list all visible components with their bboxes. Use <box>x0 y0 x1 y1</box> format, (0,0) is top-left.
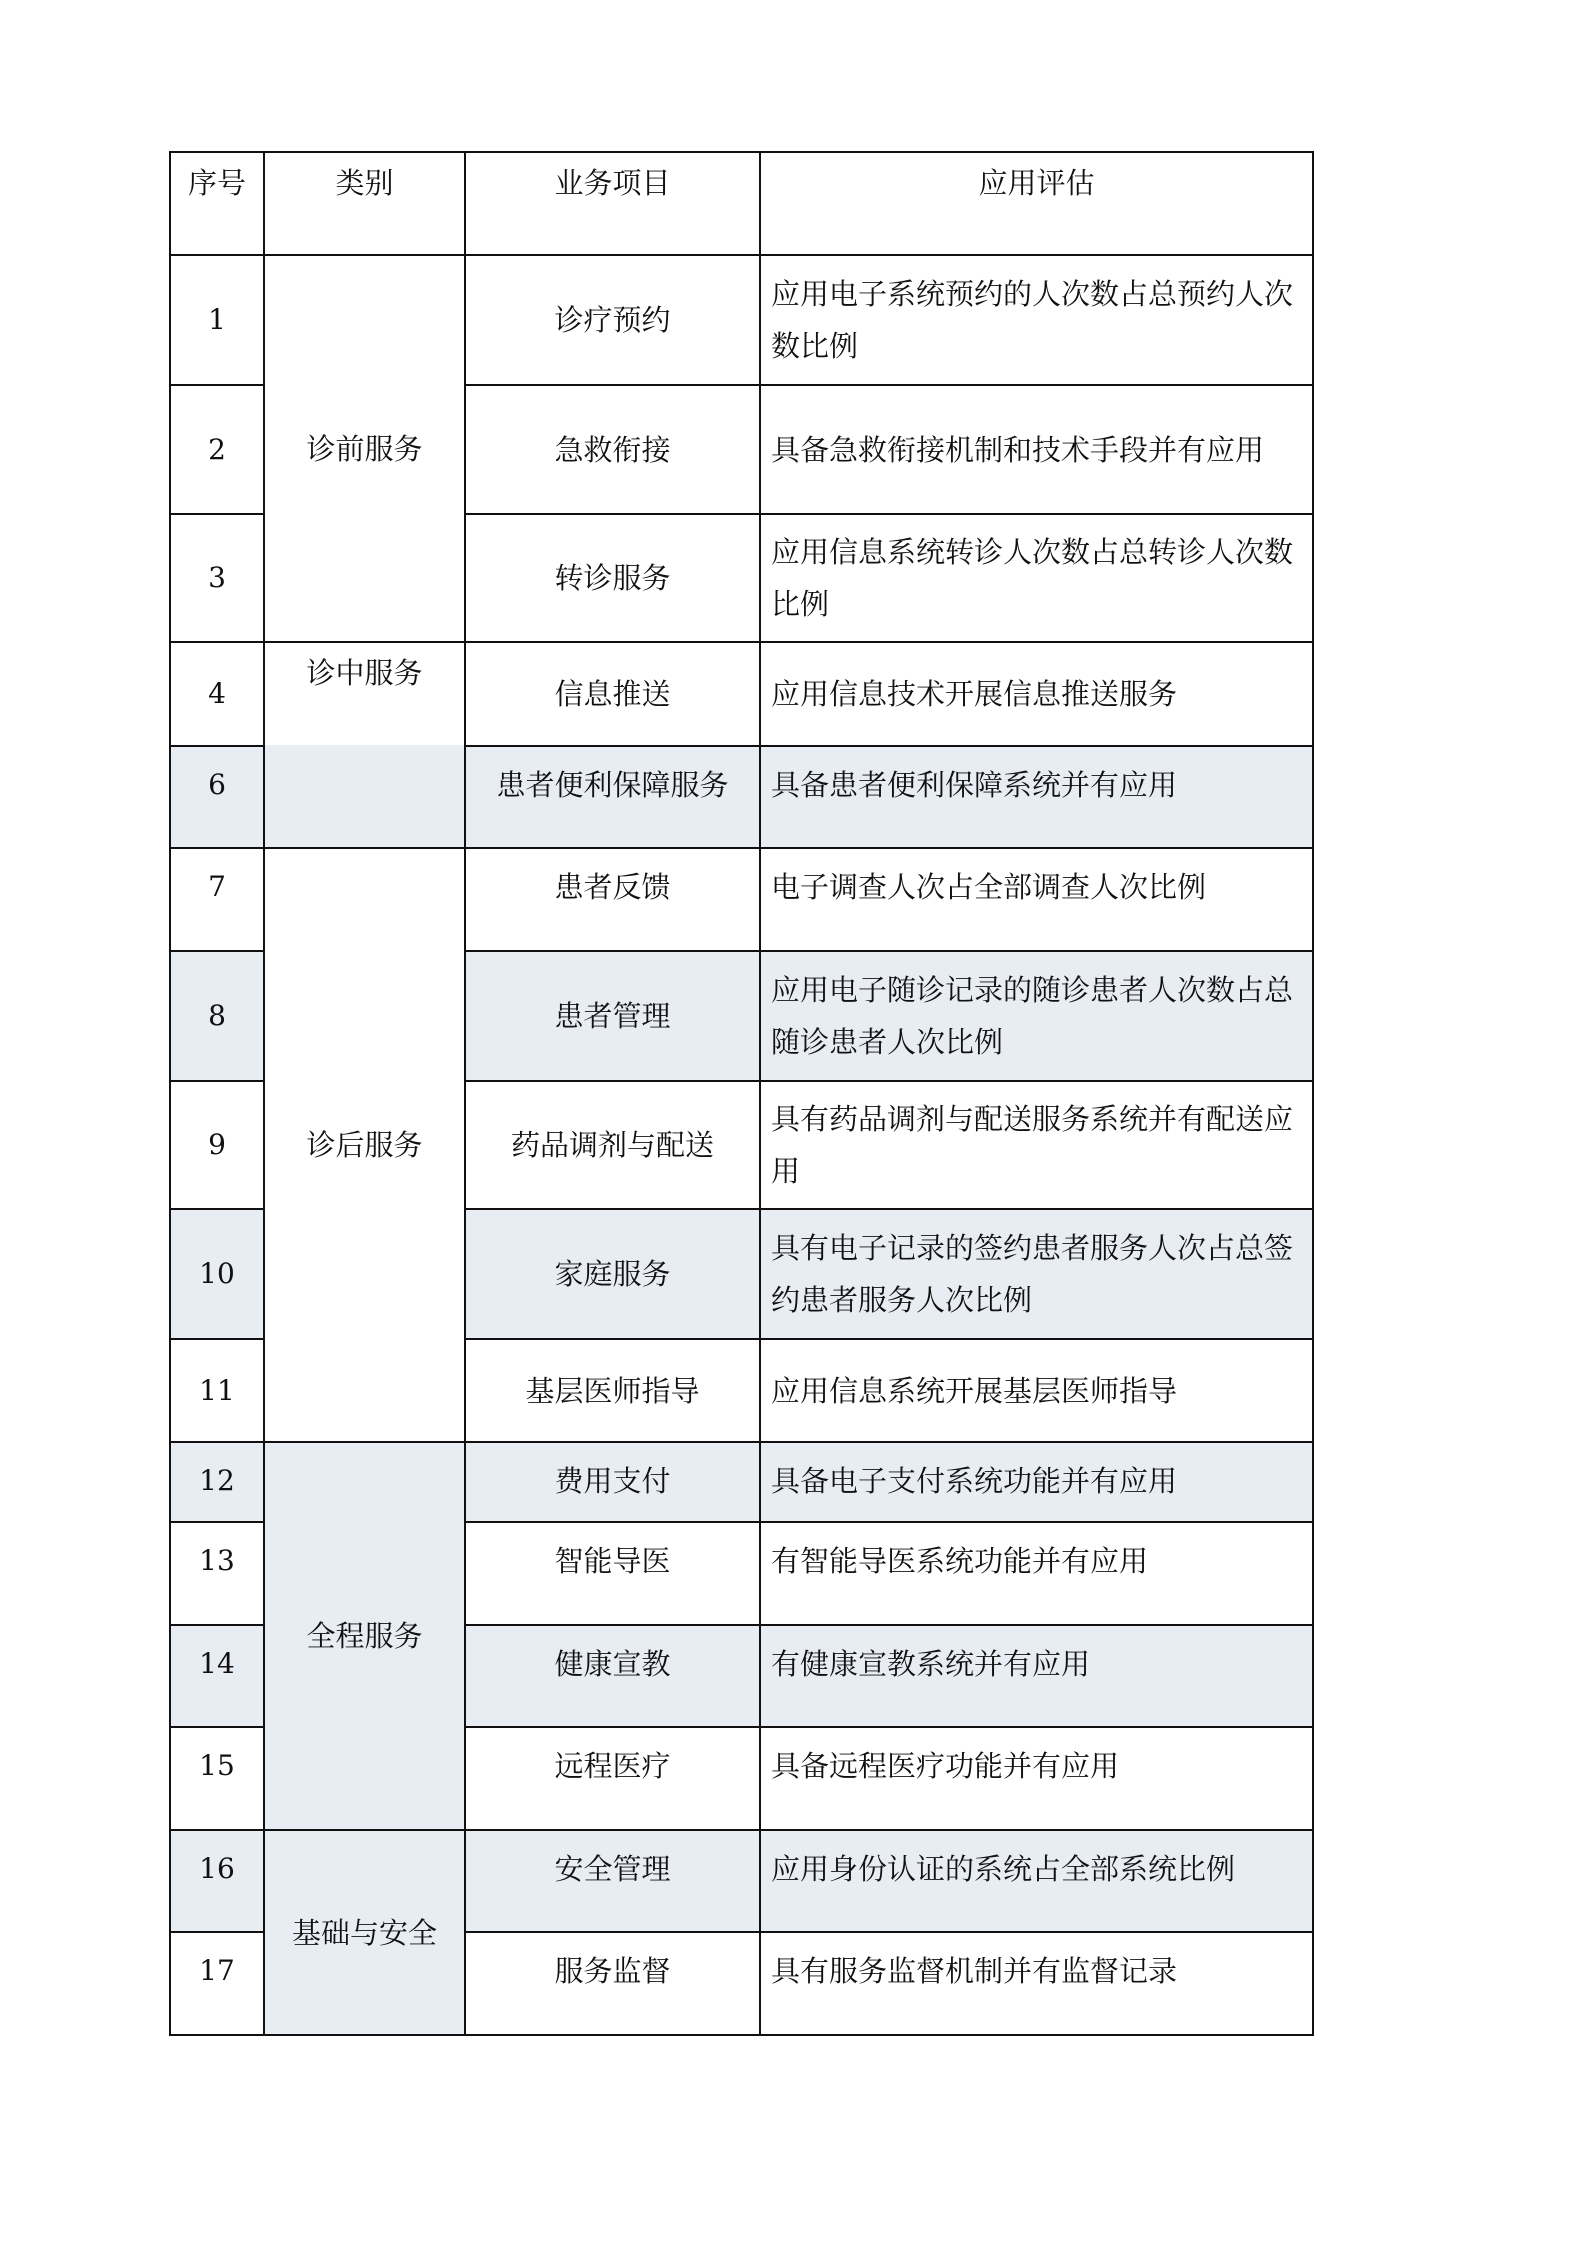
assessment-text: 应用信息技术开展信息推送服务 <box>771 677 1178 711</box>
row-number <box>169 1726 265 1831</box>
assessment <box>759 384 1314 515</box>
row-number-text: 11 <box>199 1373 235 1407</box>
business-item <box>464 1726 761 1831</box>
assessment <box>759 641 1314 747</box>
row-number-text: 7 <box>208 870 226 903</box>
row-number <box>169 1441 265 1523</box>
business-item <box>464 950 761 1082</box>
assessment-text: 应用电子随诊记录的随诊患者人次数占总随诊患者人次比例 <box>771 973 1294 1059</box>
business-item-text: 信息推送 <box>554 677 671 711</box>
assessment <box>759 1080 1314 1210</box>
business-item <box>464 641 761 747</box>
row-number-text: 6 <box>208 768 226 801</box>
header-cell-text: 业务项目 <box>554 166 671 200</box>
row-number-text: 14 <box>199 1647 235 1680</box>
business-item <box>464 847 761 952</box>
business-item-text: 基层医师指导 <box>525 1373 700 1408</box>
category-cell <box>263 641 466 849</box>
assessment-text: 具备急救衔接机制和技术手段并有应用 <box>771 432 1265 467</box>
header-cell <box>169 151 265 256</box>
assessment <box>759 1441 1314 1523</box>
business-item <box>464 1521 761 1626</box>
row-number <box>169 1931 265 2036</box>
row-number <box>169 254 265 386</box>
business-item <box>464 1931 761 2036</box>
business-item <box>464 254 761 386</box>
business-item-text: 健康宣教 <box>554 1647 671 1681</box>
assessment <box>759 745 1314 849</box>
row-number-text: 15 <box>199 1749 235 1782</box>
row-number-text: 13 <box>199 1544 235 1577</box>
header-cell-text: 类别 <box>335 166 394 200</box>
assessment-text: 具有服务监督机制并有监督记录 <box>771 1954 1178 1988</box>
row-number-text: 12 <box>199 1464 235 1497</box>
category-cell <box>263 847 466 1443</box>
row-number <box>169 1829 265 1933</box>
row-number <box>169 1080 265 1210</box>
assessment <box>759 1829 1314 1933</box>
assessment-text: 有智能导医系统功能并有应用 <box>771 1544 1149 1578</box>
row-number-text: 2 <box>208 432 226 466</box>
assessment-text: 具有电子记录的签约患者服务人次占总签约患者服务人次比例 <box>771 1231 1294 1317</box>
header-cell <box>464 151 761 256</box>
row-number <box>169 847 265 952</box>
assessment <box>759 950 1314 1082</box>
header-cell-text: 序号 <box>187 166 246 200</box>
row-number-text: 16 <box>199 1852 235 1885</box>
assessment-text: 应用电子系统预约的人次数占总预约人次数比例 <box>771 277 1294 363</box>
assessment <box>759 1624 1314 1728</box>
category-cell-text: 诊中服务 <box>306 656 423 690</box>
assessment <box>759 1208 1314 1340</box>
assessment <box>759 1931 1314 2036</box>
header-cell <box>263 151 466 256</box>
row-number-text: 9 <box>208 1128 226 1161</box>
assessment-text: 应用信息系统开展基层医师指导 <box>771 1373 1178 1408</box>
row-number <box>169 1521 265 1626</box>
assessment <box>759 513 1314 643</box>
business-item-text: 药品调剂与配送 <box>510 1128 714 1162</box>
row-number <box>169 513 265 643</box>
category-cell <box>263 1441 466 1831</box>
business-item-text: 转诊服务 <box>554 561 671 595</box>
business-item-text: 诊疗预约 <box>554 303 671 337</box>
assessment <box>759 847 1314 952</box>
category-cell-text: 基础与安全 <box>291 1915 437 1950</box>
business-item <box>464 1829 761 1933</box>
assessment-text: 电子调查人次占全部调查人次比例 <box>771 870 1207 904</box>
business-item <box>464 1208 761 1340</box>
category-cell <box>263 1829 466 2036</box>
business-item-text: 患者管理 <box>554 999 671 1033</box>
row-number <box>169 950 265 1082</box>
business-item-text: 家庭服务 <box>554 1257 671 1291</box>
business-item-text: 远程医疗 <box>554 1749 671 1783</box>
row-number-text: 1 <box>208 303 226 336</box>
business-item-text: 患者便利保障服务 <box>496 768 729 802</box>
business-item-text: 急救衔接 <box>554 432 671 467</box>
assessment-text: 有健康宣教系统并有应用 <box>771 1647 1091 1681</box>
row-number <box>169 1338 265 1443</box>
business-item-text: 服务监督 <box>554 1954 671 1988</box>
business-item-text: 智能导医 <box>554 1544 671 1578</box>
business-item <box>464 1624 761 1728</box>
assessment <box>759 254 1314 386</box>
business-item-text: 费用支付 <box>554 1464 671 1498</box>
category-cell <box>263 254 466 643</box>
business-item <box>464 745 761 849</box>
assessment-text: 应用信息系统转诊人次数占总转诊人次数比例 <box>771 535 1294 621</box>
business-item <box>464 1080 761 1210</box>
category-cell-text: 全程服务 <box>306 1619 423 1653</box>
row-number-text: 3 <box>208 561 226 594</box>
category-cell-text: 诊前服务 <box>306 431 423 466</box>
header-cell <box>759 151 1314 256</box>
row-number-text: 17 <box>199 1954 235 1987</box>
business-item-text: 安全管理 <box>554 1852 671 1886</box>
assessment-text: 具有药品调剂与配送服务系统并有配送应用 <box>771 1102 1294 1188</box>
assessment-text: 具备远程医疗功能并有应用 <box>771 1749 1120 1783</box>
row-number <box>169 1208 265 1340</box>
assessment <box>759 1338 1314 1443</box>
row-number <box>169 1624 265 1728</box>
category-cell-text: 诊后服务 <box>306 1128 423 1162</box>
business-item-text: 患者反馈 <box>554 870 671 904</box>
assessment-text: 具备电子支付系统功能并有应用 <box>771 1464 1178 1498</box>
business-item <box>464 1338 761 1443</box>
row-number <box>169 384 265 515</box>
business-item <box>464 513 761 643</box>
row-number <box>169 641 265 747</box>
row-number-text: 8 <box>208 999 226 1032</box>
row-number-text: 4 <box>208 677 226 710</box>
assessment <box>759 1726 1314 1831</box>
business-item <box>464 1441 761 1523</box>
assessment <box>759 1521 1314 1626</box>
row-number <box>169 745 265 849</box>
row-number-text: 10 <box>199 1257 235 1290</box>
assessment-text: 应用身份认证的系统占全部系统比例 <box>771 1852 1236 1886</box>
assessment-text: 具备患者便利保障系统并有应用 <box>771 768 1178 802</box>
business-item <box>464 384 761 515</box>
header-cell-text: 应用评估 <box>978 166 1095 200</box>
